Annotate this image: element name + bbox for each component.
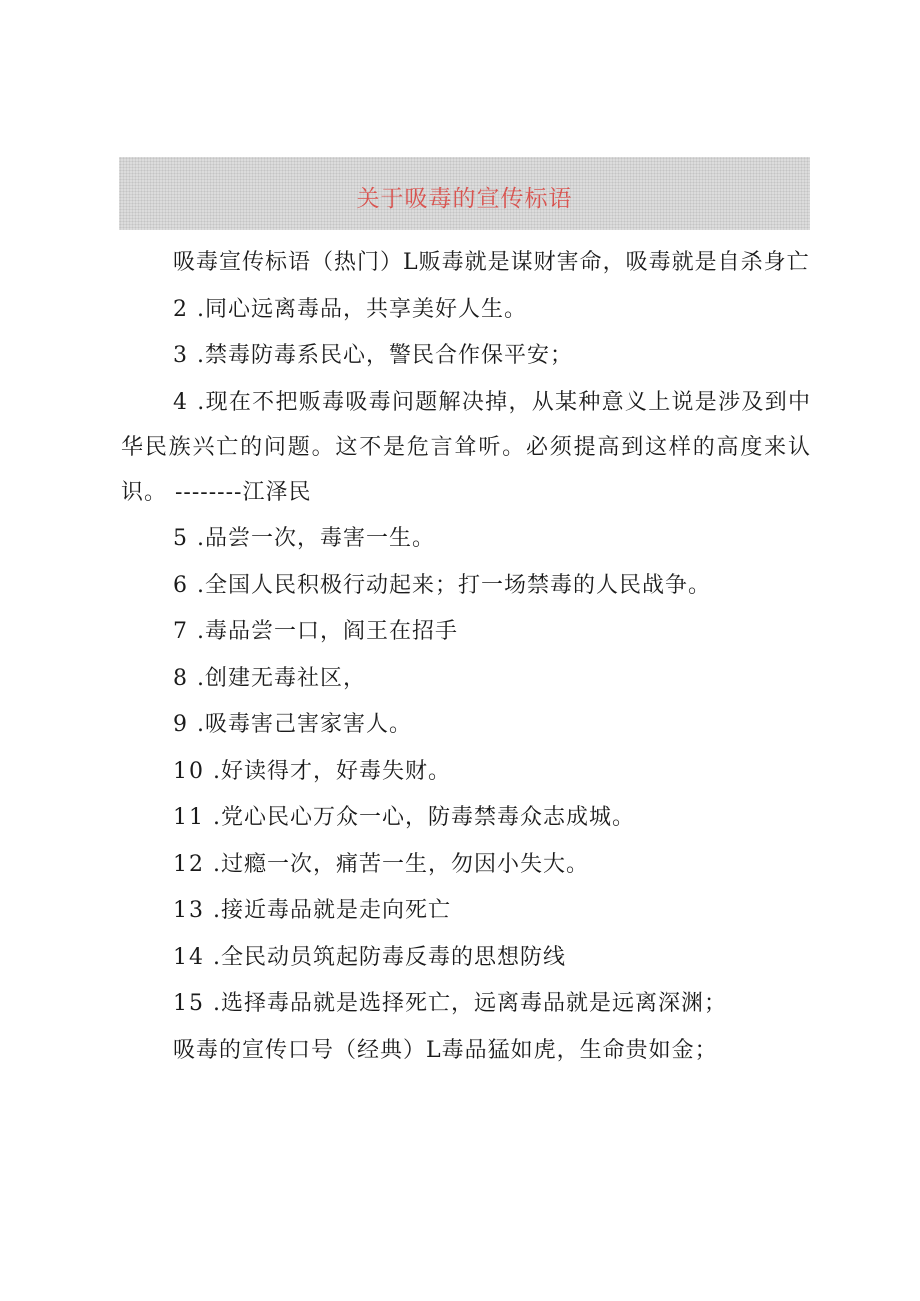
- list-item: 13 .接近毒品就是走向死亡: [173, 898, 452, 923]
- item-text: 全国人民积极行动起来；打一场禁毒的人民战争。: [205, 572, 712, 598]
- item-number: 7: [173, 619, 189, 644]
- document-title: 关于吸毒的宣传标语: [356, 186, 573, 212]
- list-item: 9 .吸毒害己害家害人。: [173, 712, 413, 737]
- list-item: 12 .过瘾一次，痛苦一生，勿因小失大。: [173, 851, 590, 877]
- list-item: 3 .禁毒防毒系民心，警民合作保平安；: [173, 343, 574, 368]
- item-number: 3: [173, 343, 189, 368]
- item-text: 选择毒品就是选择死亡，远离毒品就是远离深渊；: [221, 991, 728, 1016]
- item-number: 6: [173, 572, 189, 598]
- list-item: 14 .全民动员筑起防毒反毒的思想防线: [173, 944, 567, 970]
- item-text: 毒品尝一口，阎王在招手: [205, 619, 459, 644]
- item-text: 品尝一次，毒害一生。: [205, 526, 436, 551]
- list-item: 5 .品尝一次，毒害一生。: [173, 526, 436, 551]
- item-text: 创建无毒社区，: [205, 665, 367, 691]
- item-number: 13: [173, 898, 205, 923]
- item-text: 同心远离毒品，共享美好人生。: [205, 296, 528, 322]
- list-item: 4 .现在不把贩毒吸毒问题解决掉，从某种意义上说是涉及到中华民族兴亡的问题。这不是危言耸听。必须提高到这样的高度来认识。 --------江泽民: [121, 389, 811, 505]
- list-item: 8 .创建无毒社区，: [173, 665, 367, 691]
- list-item: 11 .党心民心万众一心，防毒禁毒众志成城。: [173, 805, 636, 830]
- paragraph: [121, 1028, 811, 1073]
- item-number: 5: [173, 526, 189, 551]
- item-text: 吸毒害己害家害人。: [205, 712, 413, 737]
- title-band: [119, 157, 810, 230]
- paragraph-text: 吸毒的宣传口号（经典）L毒品猛如虎，生命贵如金；: [173, 1037, 718, 1063]
- item-number: 2: [173, 296, 189, 322]
- item-number: 11: [173, 805, 205, 830]
- item-text: 党心民心万众一心，防毒禁毒众志成城。: [221, 805, 636, 830]
- item-number: 12: [173, 851, 205, 877]
- item-number: 10: [173, 758, 205, 784]
- list-item: 6 .全国人民积极行动起来；打一场禁毒的人民战争。: [173, 572, 712, 598]
- item-number: 8: [173, 665, 189, 691]
- paragraph-text: 吸毒宣传标语（热门）L贩毒就是谋财害命，吸毒就是自杀身亡: [173, 250, 810, 275]
- list-item: 2 .同心远离毒品，共享美好人生。: [173, 296, 528, 322]
- document-body: [121, 240, 811, 1074]
- item-number: 14: [173, 944, 205, 970]
- paragraph: [121, 240, 811, 285]
- item-number: 9: [173, 712, 189, 737]
- item-text: 好读得才，好毒失财。: [221, 758, 452, 784]
- item-text: 禁毒防毒系民心，警民合作保平安；: [205, 343, 574, 368]
- list-item: 15 .选择毒品就是选择死亡，远离毒品就是远离深渊；: [173, 991, 728, 1016]
- item-text: 现在不把贩毒吸毒问题解决掉，从某种意义上说是涉及到中华民族兴亡的问题。这不是危言耸听。必须提高到这样的高度来认识。 --------江泽民: [121, 389, 811, 505]
- item-text: 接近毒品就是走向死亡: [221, 898, 452, 923]
- item-text: 过瘾一次，痛苦一生，勿因小失大。: [221, 851, 590, 877]
- item-text: 全民动员筑起防毒反毒的思想防线: [221, 944, 567, 970]
- item-number: 4: [173, 389, 189, 415]
- list-item: 10 .好读得才，好毒失财。: [173, 758, 452, 784]
- item-number: 15: [173, 991, 205, 1016]
- list-item: 7 .毒品尝一口，阎王在招手: [173, 619, 459, 644]
